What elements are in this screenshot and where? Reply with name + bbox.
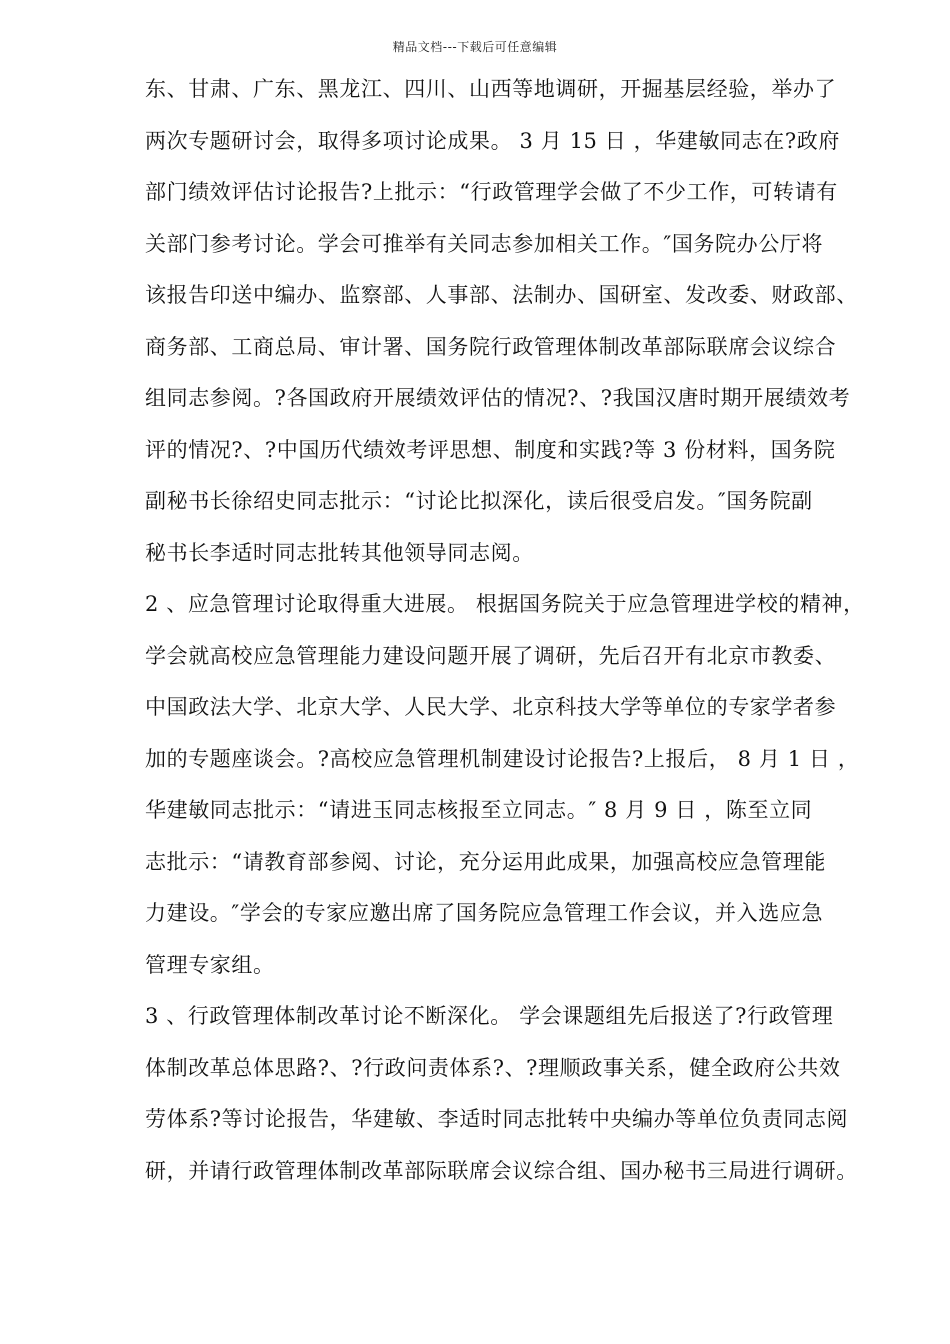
text-line: 2 、应急管理讨论取得重大进展。 根据国务院关于应急管理进学校的精神， [145, 592, 865, 616]
text-line: 该报告印送中编办、监察部、人事部、法制办、国研室、发改委、财政部、 [145, 283, 858, 307]
text-line: 副秘书长徐绍史同志批示：“讨论比拟深化，读后很受启发。″国务院副 [145, 489, 813, 513]
document-body [145, 64, 895, 1197]
text-line: 东、甘肃、广东、黑龙江、四川、山西等地调研，开掘基层经验，举办了 [145, 77, 837, 101]
text-line: 学会就高校应急管理能力建设问题开展了调研，先后召开有北京市教委、 [145, 643, 837, 668]
text-line: 华建敏同志批示：“请进玉同志核报至立同志。″ 8 月 9 日 ，陈至立同 [145, 798, 813, 822]
text-line: 部门绩效评估讨论报告?上批示：“行政管理学会做了不少工作，可转请有 [145, 180, 838, 204]
text-line: 中国政法大学、北京大学、人民大学、北京科技大学等单位的专家学者参 [145, 695, 837, 719]
text-line: 力建设。″学会的专家应邀出席了国务院应急管理工作会议，并入选应急 [145, 901, 824, 925]
text-line: 志批示：“请教育部参阅、讨论，充分运用此成果，加强高校应急管理能 [145, 849, 826, 874]
text-line: 体制改革总体思路?、?行政问责体系?、?理顺政事关系，健全政府公共效 [145, 1055, 841, 1080]
text-line: 秘书长李适时同志批转其他领导同志阅。 [145, 540, 534, 565]
text-line: 管理专家组。 [145, 952, 275, 977]
text-line: 评的情况?、?中国历代绩效考评思想、制度和实践?等 3 份材料，国务院 [145, 437, 836, 462]
text-line: 研，并请行政管理体制改革部际联席会议综合组、国办秘书三局进行调研。 [145, 1158, 858, 1183]
text-line: 组同志参阅。?各国政府开展绩效评估的情况?、?我国汉唐时期开展绩效考 [145, 386, 851, 410]
text-line: 3 、行政管理体制改革讨论不断深化。 学会课题组先后报送了?行政管理 [145, 1004, 834, 1028]
text-line: 加的专题座谈会。?高校应急管理机制建设讨论报告?上报后， 8 月 1 日 ， [145, 746, 860, 771]
text-line: 两次专题研讨会，取得多项讨论成果。 3 月 15 日 ，华建敏同志在?政府 [145, 128, 840, 153]
text-line: 商务部、工商总局、审计署、国务院行政管理体制改革部际联席会议综合 [145, 334, 837, 359]
text-line: 劳体系?等讨论报告，华建敏、李适时同志批转中央编办等单位负责同志阅 [145, 1107, 849, 1131]
text-line: 关部门参考讨论。学会可推举有关同志参加相关工作。″国务院办公厅将 [145, 231, 824, 256]
page-header: 精品文档---下载后可任意编辑 [392, 40, 558, 54]
